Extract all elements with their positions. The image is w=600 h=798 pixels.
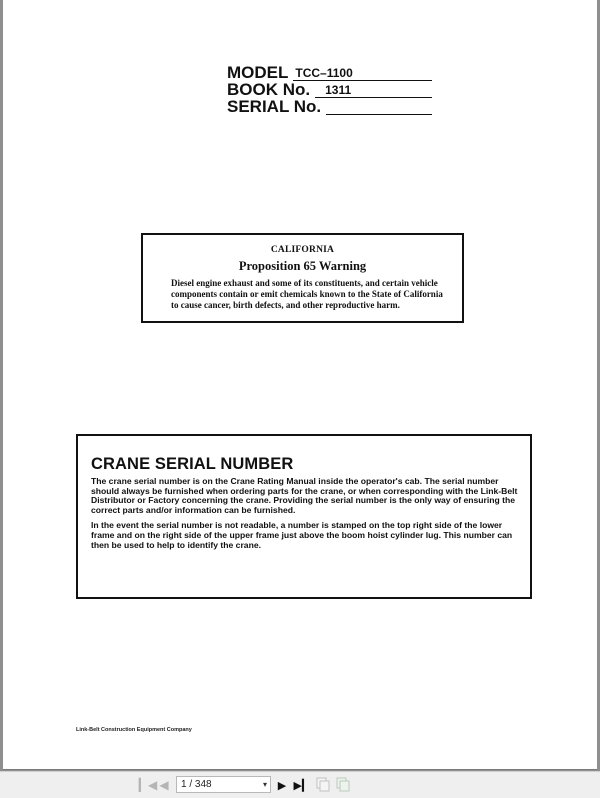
book-row <box>227 81 432 98</box>
two-page-view-icon[interactable] <box>336 777 350 792</box>
skip-to-last-icon[interactable]: ▶▎ <box>293 779 311 792</box>
prop65-body: Diesel engine exhaust and some of its constituents, and certain vehicle components contain or emit chemicals known to the State of California to cause cancer, birth defects, and other reproductive harm. <box>171 278 443 310</box>
skip-to-first-icon[interactable]: ▎◀ <box>138 778 158 792</box>
model-info-block <box>227 64 432 115</box>
book-value: 1311 <box>315 84 432 98</box>
crane-serial-number-box <box>76 434 532 599</box>
prop65-warning-box <box>141 233 464 323</box>
book-label: BOOK No. <box>227 80 311 99</box>
page-dropdown-icon[interactable]: ▾ <box>262 780 267 789</box>
crane-serial-paragraph-1: The crane serial number is on the Crane Rating Manual inside the operator's cab. The serial number should always be furnished when ordering parts for the crane, or when corresponding with the Link-Belt Distributor or Factory concerning the crane. Providing the serial number is the only way of ensuring the correct parts and/or information can be furnished. <box>91 476 518 515</box>
single-page-view-icon[interactable] <box>316 777 330 792</box>
prop65-title: Proposition 65 Warning <box>238 259 367 273</box>
serial-row <box>227 98 432 115</box>
footer-company-name: Link-Belt Construction Equipment Company <box>76 727 192 733</box>
serial-label: SERIAL No. <box>227 97 322 116</box>
pdf-page <box>3 0 597 770</box>
page-number-input[interactable] <box>176 776 271 793</box>
crane-serial-heading: CRANE SERIAL NUMBER <box>91 455 294 473</box>
pdf-navigation-toolbar <box>0 771 600 798</box>
model-label: MODEL <box>227 63 289 82</box>
next-page-icon[interactable]: ▶ <box>277 779 287 792</box>
prop65-state: CALIFORNIA <box>270 245 335 255</box>
previous-page-icon[interactable]: ◀ <box>159 778 169 792</box>
model-row <box>227 64 432 81</box>
crane-serial-paragraph-2: In the event the serial number is not readable, a number is stamped on the top right side of the lower frame and on the right side of the upper frame just above the boom hoist cylinder lug. This number can then be used to help to identify the crane. <box>91 520 513 550</box>
serial-value <box>326 101 432 115</box>
model-value: TCC–1100 <box>293 67 432 81</box>
page-indicator: 1 / 348 <box>181 779 212 790</box>
